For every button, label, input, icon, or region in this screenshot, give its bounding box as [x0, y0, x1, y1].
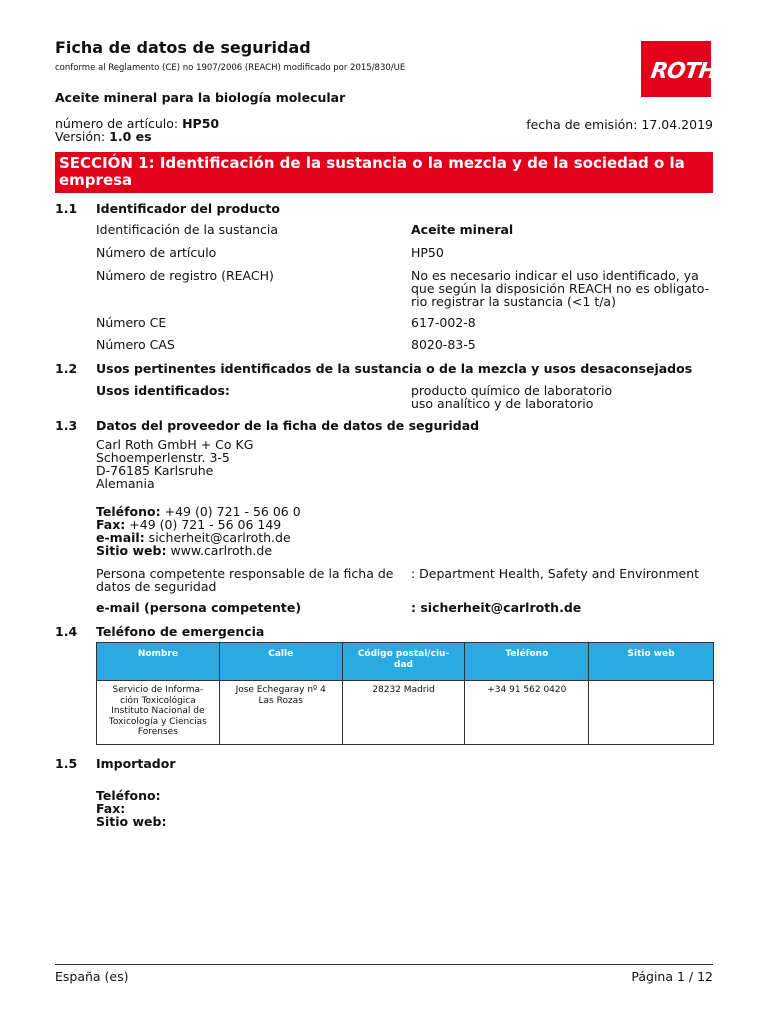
competent-person-value: : Department Health, Safety and Environment	[411, 566, 700, 581]
logo-text: ROTH	[649, 59, 718, 84]
cell-text: Servicio de Informa- ción Toxicológica Instituto Nacional de Toxicología y Ciencias Forenses	[108, 685, 207, 737]
column-header	[342, 643, 465, 681]
issue-date: fecha de emisión: 17.04.2019	[526, 117, 713, 132]
table-cell	[97, 681, 220, 745]
fax-value: +49 (0) 721 - 56 06 149	[125, 517, 282, 532]
cell-text: Jose Echegaray nº 4 Las Rozas	[235, 685, 326, 706]
column-header	[465, 643, 589, 681]
field-label: Número CE	[96, 315, 167, 330]
phone-label: Teléfono:	[96, 504, 161, 519]
web-label: Sitio web:	[96, 543, 167, 558]
identified-uses-label: Usos identificados:	[96, 383, 230, 398]
subsection-heading: Usos pertinentes identificados de la sustancia o de la mezcla y usos desaconsejados	[96, 361, 693, 376]
supplier-contacts	[96, 505, 301, 557]
subsection-number: 1.4	[55, 624, 78, 639]
importer-contacts	[96, 789, 166, 828]
cell-text: 28232 Madrid	[372, 685, 435, 695]
registered-mark: ®	[703, 40, 710, 48]
article-number-label: número de artículo:	[55, 116, 183, 131]
subsection-number: 1.1	[55, 201, 78, 216]
phone-value: +49 (0) 721 - 56 06 0	[160, 504, 301, 519]
subsection-number: 1.3	[55, 418, 78, 433]
document-title: Ficha de datos de seguridad	[55, 38, 311, 57]
address-line: Schoemperlenstr. 3-5	[96, 450, 230, 465]
fax-label: Fax:	[96, 517, 126, 532]
header-text: Sitio web	[627, 649, 675, 659]
identified-uses-value	[411, 384, 711, 410]
table-cell	[465, 681, 589, 745]
field-label: Identificación de la sustancia	[96, 222, 279, 237]
document-header	[55, 38, 715, 73]
subsection-heading: Datos del proveedor de la ficha de datos de seguridad	[96, 418, 480, 433]
text-line: que según la disposición REACH no es obligato-	[411, 281, 710, 296]
page-number: Página 1 / 12	[631, 969, 713, 984]
table-header-row	[97, 643, 714, 681]
substance-name: Aceite mineral	[411, 222, 514, 237]
header-text: Teléfono	[505, 649, 549, 659]
column-header	[97, 643, 220, 681]
version-label: Versión:	[55, 129, 110, 144]
text-line: No es necesario indicar el uso identificado, ya	[411, 268, 699, 283]
subsection-number: 1.5	[55, 756, 78, 771]
web-label: Sitio web:	[96, 814, 167, 829]
emergency-contacts-table	[96, 642, 714, 745]
table-cell	[589, 681, 714, 745]
address-line: Carl Roth GmbH + Co KG	[96, 437, 254, 452]
cas-number: 8020-83-5	[411, 337, 476, 352]
footer-divider	[55, 964, 713, 965]
product-name: Aceite mineral para la biología molecular	[55, 90, 346, 105]
section-1-title: SECCIÓN 1: Identificación de la sustancia o la mezcla y de la sociedad o la empresa	[55, 152, 713, 193]
subsection-heading: Importador	[96, 756, 176, 771]
web-value: www.carlroth.de	[166, 543, 273, 558]
email-value: sicherheit@carlroth.de	[144, 530, 291, 545]
table-cell	[219, 681, 342, 745]
column-header	[589, 643, 714, 681]
subsection-heading: Teléfono de emergencia	[96, 624, 265, 639]
competent-email-value: : sicherheit@carlroth.de	[411, 600, 582, 615]
regulation-subtitle: conforme al Reglamento (CE) no 1907/2006 (REACH) modificado por 2015/830/UE	[55, 63, 406, 73]
text-line: uso analítico y de laboratorio	[411, 396, 594, 411]
table-cell	[342, 681, 465, 745]
header-text: Calle	[268, 649, 294, 659]
address-line: D-76185 Karlsruhe	[96, 463, 214, 478]
reach-registration	[411, 269, 711, 308]
competent-email-label: e-mail (persona competente)	[96, 600, 302, 615]
article-number-value: HP50	[182, 116, 220, 131]
text-line: rio registrar la sustancia (<1 t/a)	[411, 294, 616, 309]
field-label: Número de registro (REACH)	[96, 268, 274, 283]
article-meta	[55, 117, 219, 143]
text-line: Persona competente responsable de la ficha de	[96, 566, 394, 581]
header-text: Código postal/ciu- dad	[357, 649, 450, 670]
footer-country: España (es)	[55, 969, 129, 984]
address-line: Alemania	[96, 476, 155, 491]
subsection-heading: Identificador del producto	[96, 201, 280, 216]
email-label: e-mail:	[96, 530, 145, 545]
fax-label: Fax:	[96, 801, 126, 816]
header-text: Nombre	[137, 649, 178, 659]
cell-text: +34 91 562 0420	[487, 685, 567, 695]
ec-number: 617-002-8	[411, 315, 476, 330]
text-line: datos de seguridad	[96, 579, 217, 594]
supplier-address	[96, 438, 253, 490]
text-line: producto químico de laboratorio	[411, 383, 613, 398]
field-label: Número CAS	[96, 337, 175, 352]
table-row	[97, 681, 714, 745]
subsection-number: 1.2	[55, 361, 78, 376]
article-number: HP50	[411, 245, 444, 260]
roth-logo	[641, 41, 718, 97]
phone-label: Teléfono:	[96, 788, 161, 803]
version-value: 1.0 es	[109, 129, 152, 144]
competent-person-label	[96, 567, 394, 593]
column-header	[219, 643, 342, 681]
field-label: Número de artículo	[96, 245, 217, 260]
